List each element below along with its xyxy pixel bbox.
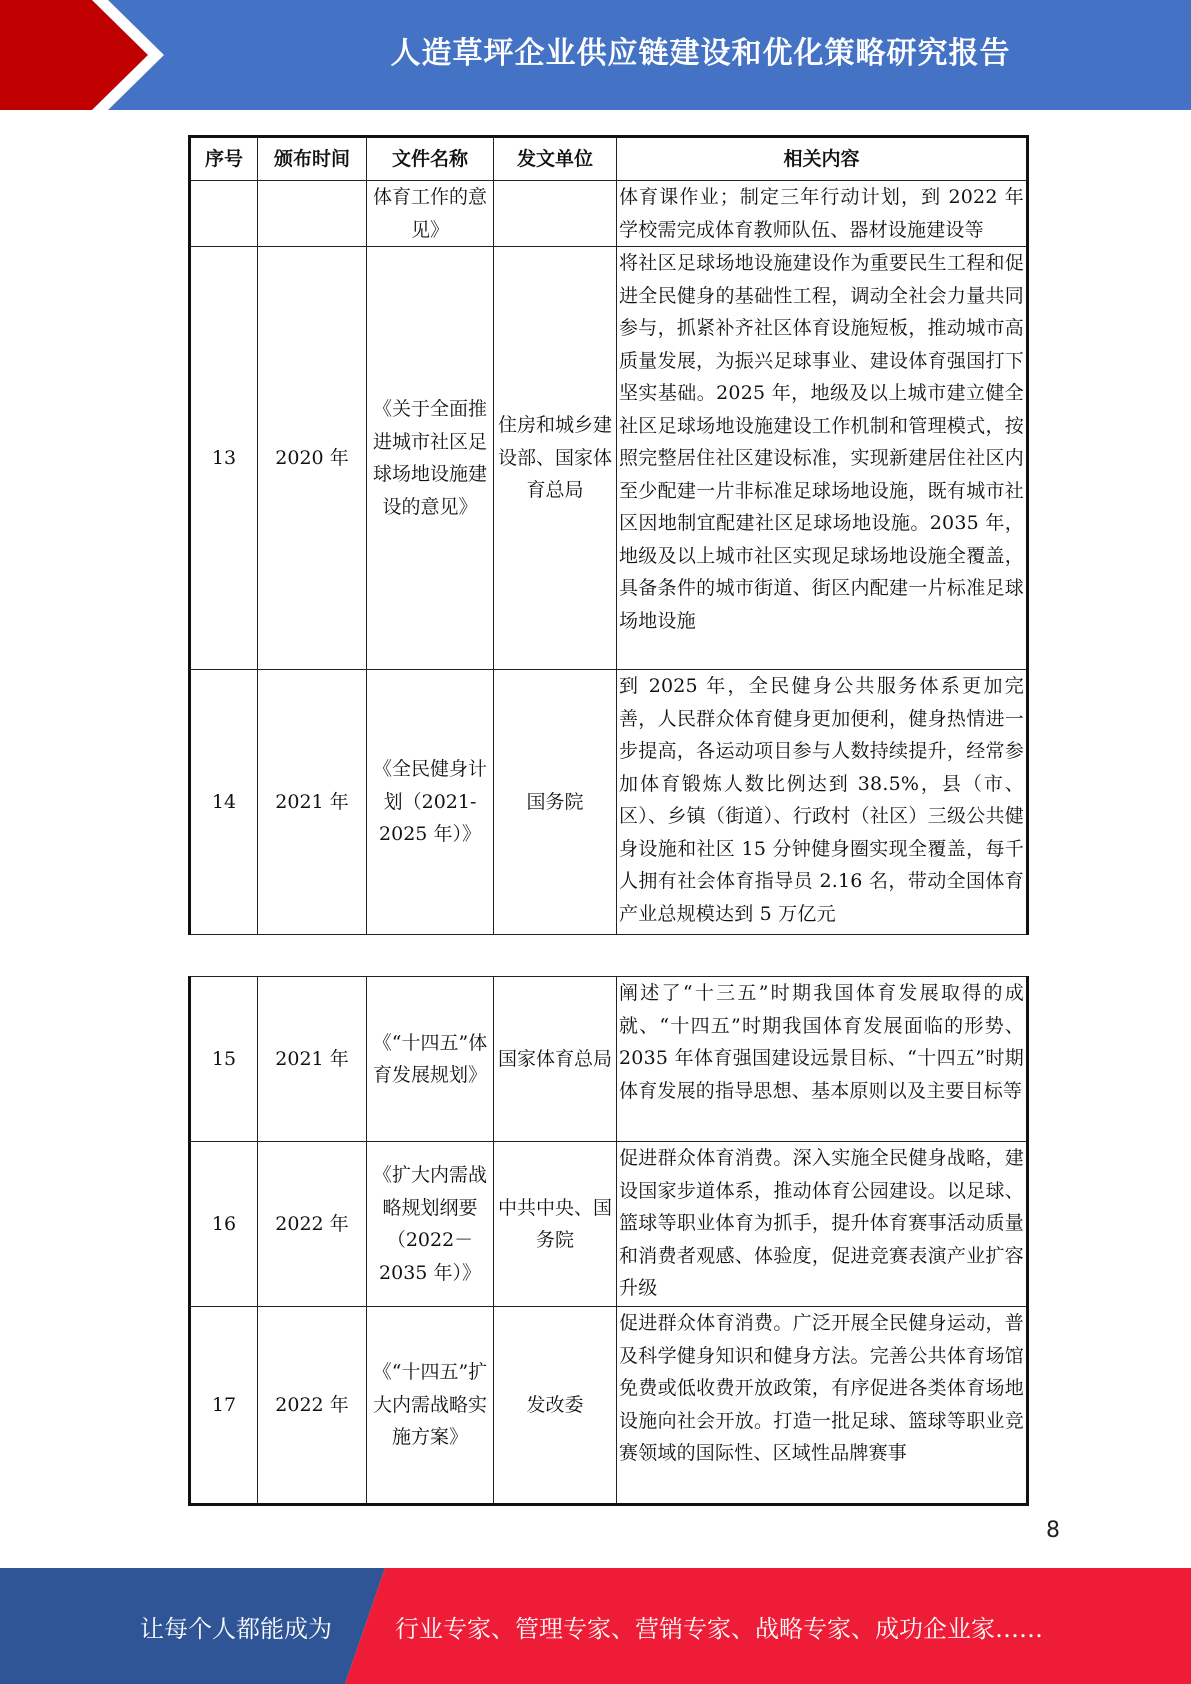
cell-issuer: 发改委 <box>494 1307 617 1505</box>
cell-date: 2020 年 <box>258 247 367 670</box>
table-row <box>190 1307 1028 1505</box>
cell-content: 将社区足球场地设施建设作为重要民生工程和促进全民健身的基础性工程，调动全社会力量共同参与，抓紧补齐社区体育设施短板，推动城市高质量发展，为振兴足球事业、建设体育强国打下坚实基础。2025 年，地级及以上城市建立健全社区足球场地设施建设工作机制和管理模式，按照完整居住社区建设标准，实现新建居住社区内至少配建一片非标准足球场地设施，既有城市社区因地制宜配建社区足球场地设施。2035 年，地级及以上城市社区实现足球场地设施全覆盖，具备条件的城市街道、街区内配建一片标准足球场地设施 <box>617 247 1028 670</box>
policy-table-part-1 <box>188 135 1029 935</box>
table-row <box>190 670 1028 935</box>
header-date: 颁布时间 <box>258 137 367 181</box>
page-number: 8 <box>1046 1518 1060 1543</box>
cell-content: 体育课作业；制定三年行动计划，到 2022 年学校需完成体育教师队伍、器材设施建设等 <box>617 181 1028 247</box>
cell-issuer: 国家体育总局 <box>494 977 617 1142</box>
cell-no: 14 <box>190 670 258 935</box>
cell-issuer <box>494 181 617 247</box>
cell-issuer: 住房和城乡建设部、国家体育总局 <box>494 247 617 670</box>
header-issuer: 发文单位 <box>494 137 617 181</box>
footer-slogan-right: 行业专家、管理专家、营销专家、战略专家、成功企业家…… <box>395 1614 1043 1643</box>
cell-no: 17 <box>190 1307 258 1505</box>
header-no: 序号 <box>190 137 258 181</box>
footer-slogan-left: 让每个人都能成为 <box>140 1614 332 1643</box>
cell-date: 2022 年 <box>258 1142 367 1307</box>
table-header-row <box>190 137 1028 181</box>
table-row <box>190 181 1028 247</box>
cell-name: 《扩大内需战略规划纲要（2022－2035 年）》 <box>367 1142 494 1307</box>
header-red-arrow <box>0 0 148 110</box>
cell-no: 13 <box>190 247 258 670</box>
table-row <box>190 1142 1028 1307</box>
cell-name: 《“十四五”扩大内需战略实施方案》 <box>367 1307 494 1505</box>
table-row <box>190 977 1028 1142</box>
cell-date: 2022 年 <box>258 1307 367 1505</box>
cell-date: 2021 年 <box>258 670 367 935</box>
cell-no: 16 <box>190 1142 258 1307</box>
cell-no <box>190 181 258 247</box>
cell-no: 15 <box>190 977 258 1142</box>
cell-name: 体育工作的意见》 <box>367 181 494 247</box>
cell-name: 《全民健身计划（2021-2025 年）》 <box>367 670 494 935</box>
footer-banner <box>0 1568 1191 1684</box>
cell-content: 阐述了“十三五”时期我国体育发展取得的成就、“十四五”时期我国体育发展面临的形势、2035 年体育强国建设远景目标、“十四五”时期体育发展的指导思想、基本原则以及主要目标等 <box>617 977 1028 1142</box>
cell-issuer: 中共中央、国务院 <box>494 1142 617 1307</box>
cell-content: 促进群众体育消费。深入实施全民健身战略，建设国家步道体系，推动体育公园建设。以足球、篮球等职业体育为抓手，提升体育赛事活动质量和消费者观感、体验度，促进竞赛表演产业扩容升级 <box>617 1142 1028 1307</box>
cell-name: 《关于全面推进城市社区足球场地设施建设的意见》 <box>367 247 494 670</box>
header-content: 相关内容 <box>617 137 1028 181</box>
header-banner <box>0 0 1191 110</box>
cell-date: 2021 年 <box>258 977 367 1142</box>
report-title: 人造草坪企业供应链建设和优化策略研究报告 <box>390 36 1011 71</box>
policy-table-part-2 <box>188 976 1029 1506</box>
cell-content: 促进群众体育消费。广泛开展全民健身运动，普及科学健身知识和健身方法。完善公共体育场馆免费或低收费开放政策，有序促进各类体育场地设施向社会开放。打造一批足球、篮球等职业竞赛领域的国际性、区域性品牌赛事 <box>617 1307 1028 1505</box>
cell-date <box>258 181 367 247</box>
cell-content: 到 2025 年，全民健身公共服务体系更加完善，人民群众体育健身更加便利，健身热情进一步提高，各运动项目参与人数持续提升，经常参加体育锻炼人数比例达到 38.5%，县（市、区）、乡镇（街道）、行政村（社区）三级公共健身设施和社区 15 分钟健身圈实现全覆盖，每千人拥有社会体育指导员 2.16 名，带动全国体育产业总规模达到 5 万亿元 <box>617 670 1028 935</box>
header-name: 文件名称 <box>367 137 494 181</box>
cell-issuer: 国务院 <box>494 670 617 935</box>
table-row <box>190 247 1028 670</box>
cell-name: 《“十四五”体育发展规划》 <box>367 977 494 1142</box>
